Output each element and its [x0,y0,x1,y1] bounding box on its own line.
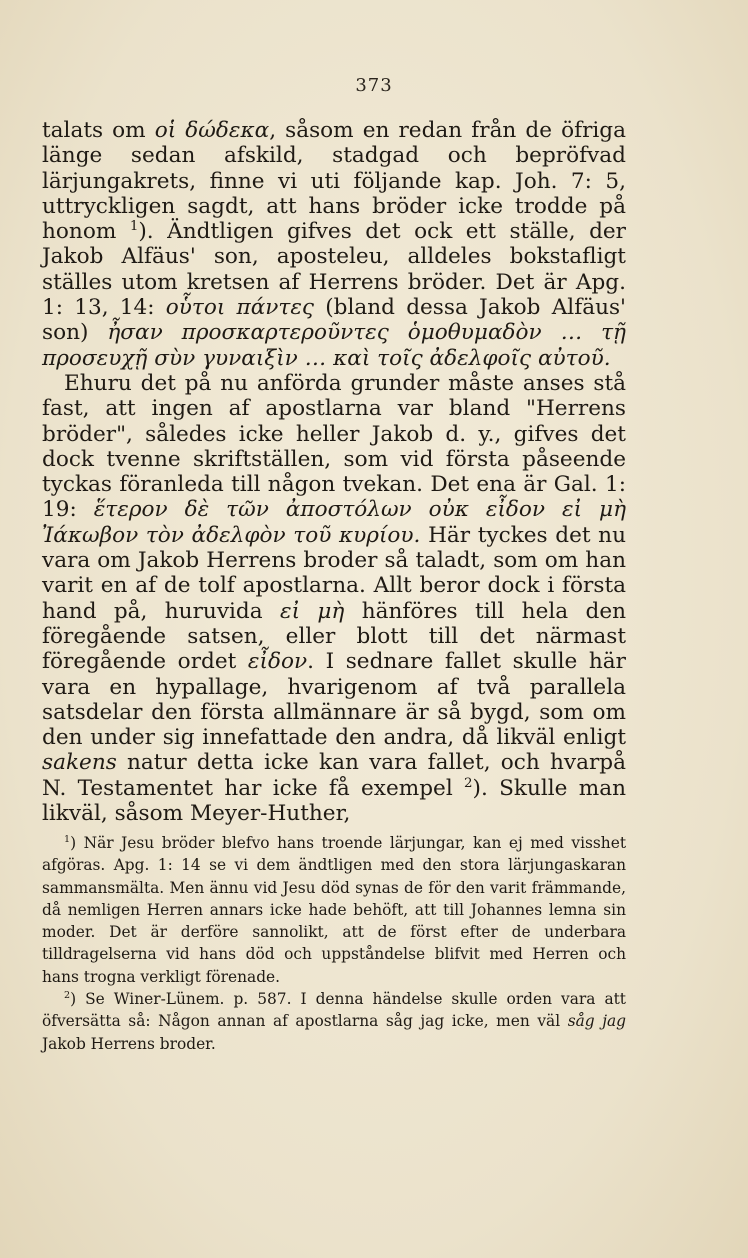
paragraph [42,371,626,826]
text-run: . I sednare fallet skulle här vara en hypallage, hvarigenom af två parallela satsdelar den första allmännare är så bygd, som om den under sig innefattade den andra, då likväl enligt [42,649,626,751]
text-run: ). Ändtligen gifves det ock ett ställe, der Jakob Alfäus' son, aposteleu, alldeles bokstafligt ställes utom kretsen af Herrens bröder. Det är Apg. 1: 13, 14: [42,219,626,321]
paragraph [42,118,626,371]
page-number: 373 [355,75,393,96]
text-run: Jakob Herrens broder. [42,1034,216,1053]
text-run: Ehuru det på nu anförda grunder måste anses stå fast, att ingen af apostlarna var bland "Herrens bröder", således icke heller Jakob d. y., gifves det dock tvenne skriftställen, som vid första påseende tyckas föranleda till någon tvekan. Det ena är Gal. 1: 19: [42,370,626,523]
italic-text: εἶδον [247,649,308,675]
text-run: , såsom en redan från de öfriga länge sedan afskild, stadgad och bepröfvad lärjungakrets, finne vi uti följande kap. Joh. 7: 5, uttryckligen sagdt, att hans bröder icke trodde på honom [42,118,627,245]
text-run: Här tyckes det nu vara om Jakob Herrens broder så taladt, som om han varit en af de tolf apostlarna. Allt beror dock i första hand på, huruvida [42,522,626,624]
text-run: (bland dessa Jakob Alfäus' son) [42,295,626,346]
footnote-marker: 1 [64,833,71,845]
text-run: ). Skulle man likväl, såsom Meyer-Huther, [42,775,626,827]
italic-text: såg jag [567,1012,627,1031]
italic-text: ἕτερον δὲ τῶν ἀποστόλων οὐκ εἶδον εἰ μὴ Ἰάκωβον τὸν ἀδελφὸν τοῦ κυρίου. [42,497,627,548]
italic-text: ἦσαν προσκαρτεροῦντες ὁμοθυμαδὸν … τῇ προσευχῇ σὺν γυναιξὶν … καὶ τοῖς ἀδελφοῖς αὐτοῦ. [42,320,626,371]
text-run: ) När Jesu bröder blefvo hans troende lärjungar, kan ej med visshet afgöras. Apg. 1: 14 se vi dem ändtligen med den stora lärjungaskaran sammansmälta. Men ännu vid Jesu död synas de för den varit främmande, då nemligen Herren annars icke hade behöft, att till Johannes lemna sin moder. Det är derföre sannolikt, att de först efter de underbara tilldragelserna vid hans död och uppståndelse blifvit med Herren och hans trogna verkligt förenade. [42,834,626,986]
body-text [42,118,626,826]
footnote-marker: 2 [64,989,71,1001]
footnotes [42,832,626,1055]
italic-text: οὗτοι πάντες [165,295,315,321]
footnote-marker: 1 [129,219,139,234]
footnote [42,832,626,988]
text-run: hänföres till hela den föregående satsen, eller blott till det närmast föregående ordet [42,598,627,675]
text-run: talats om [42,118,155,143]
italic-text: sakens [42,750,117,776]
footnote [42,988,626,1055]
text-run: natur detta icke kan vara fallet, och hvarpå N. Testamentet har icke få exempel [42,750,626,801]
italic-text: εἰ μὴ [279,598,345,624]
italic-text: οἱ δώδεκα [154,118,270,143]
footnote-marker: 2 [464,775,473,791]
text-run: ) Se Winer-Lünem. p. 587. I denna händelse skulle orden vara att öfversätta så: Någon annan af apostlarna såg jag icke, men väl [42,990,626,1031]
